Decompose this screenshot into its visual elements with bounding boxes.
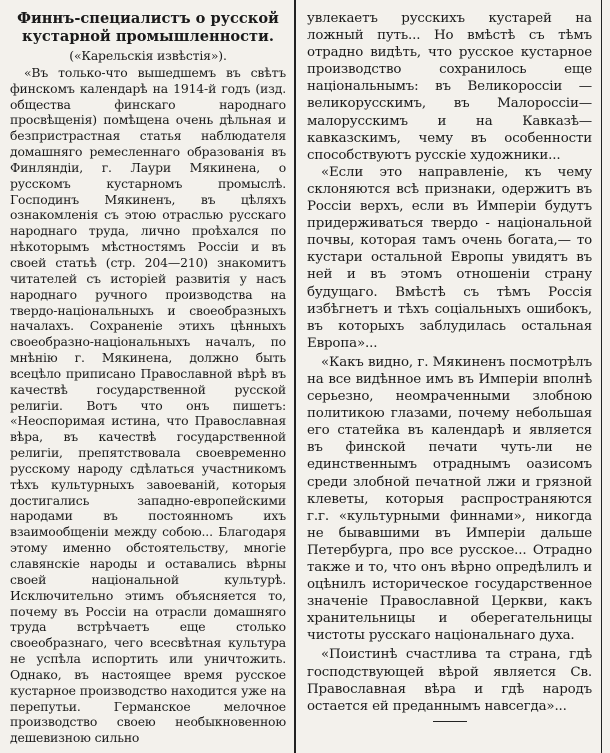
title-line-2: кустарной промышленности.	[22, 28, 274, 45]
title-line-1: Финнъ-специалистъ о русской	[17, 10, 279, 27]
column-divider	[294, 0, 296, 753]
right-continued-paragraph: увлекаетъ русскихъ кустарей на ложный путь... Но вмѣстѣ съ тѣмъ отрадно видѣть, что русское кустарное производство сохранилось еще національнымъ: въ Великороссіи — великорусскимъ, въ Малороссіи—малорусскимъ и на Кавказѣ—кавказскимъ, чему въ особенности способствуютъ русскіе художники...	[307, 11, 592, 163]
right-paragraph-4: «Поистинѣ счастлива та страна, гдѣ господствующей вѣрой является Св. Православная вѣра и гдѣ народъ остается ей преданнымъ навсегда»...	[307, 647, 592, 714]
right-column	[307, 10, 592, 722]
left-column	[10, 10, 286, 746]
article-source: («Карельскія извѣстія»).	[69, 48, 227, 63]
right-paragraph-2: «Если это направленіе, къ чему склоняются всѣ признаки, одержитъ въ Россіи верхъ, если въ Имперіи будутъ придерживаться твердо - національной почвы, которая тамъ очень богата,— то кустари остальной Европы увидятъ въ ней и въ этомъ отношеніи страну будущаго. Вмѣстѣ съ тѣмъ Россія избѣгнетъ и тѣхъ соціальныхъ ошибокъ, въ которыхъ заблудилась остальная Европа»...	[307, 164, 592, 351]
article-title	[10, 10, 286, 46]
right-paragraph-3: «Какъ видно, г. Мякиненъ посмотрѣлъ на все видѣнное имъ въ Имперіи вполнѣ серьезно, неомраченными злобною политикою глазами, почему небольшая его статейка въ календарѣ и является въ финской печати чуть-ли не единственнымъ отраднымъ оазисомъ среди злобной печатной лжи и грязной клеветы, которыя распространяются г.г. «культурными финнами», никогда не бывавшими въ Имперіи дальше Петербурга, про все русское... Отрадно также и то, что онъ вѣрно опредѣлилъ и оцѣнилъ историческое государственное значеніе Православной Церкви, какъ хранительницы и оберегательницы чистоты русскаго національнаго духа.	[307, 354, 592, 644]
right-edge-rule	[601, 0, 602, 753]
end-of-article-rule	[433, 721, 467, 722]
left-body-paragraph: «Въ только-что вышедшемъ въ свѣтъ финскомъ календарѣ на 1914-й годъ (изд. общества финскаго народнаго просвѣщенія) помѣщена очень дѣльная и безпристрастная статья наблюдателя домашняго ремесленнаго образованія въ Финляндіи, г. Лаури Мякинена, о русскомъ кустарномъ промыслѣ. Господинъ Мякиненъ, въ цѣляхъ ознакомленія съ этою отраслью русскаго народнаго труда, лично проѣхался по нѣкоторымъ мѣстностямъ Россіи и въ своей статьѣ (стр. 204—210) знакомитъ читателей съ исторіей развитія у насъ народнаго ручного производства на твердо-національныхъ и своеобразныхъ началахъ. Сохраненіе этихъ цѣнныхъ своеобразно-національныхъ началъ, по мнѣнію г. Мякинена, должно быть всецѣло приписано Православной вѣрѣ въ качествѣ государственной русской религіи. Вотъ что онъ пишетъ: «Неоспоримая истина, что Православная вѣра, въ качествѣ государственной религіи, препятствовала своевременно русскому народу сдѣлаться участникомъ тѣхъ культурныхъ завоеваній, которыя достигались западно-европейскими народами въ постоянномъ ихъ взаимообщеніи между собою... Благодаря этому именно обстоятельству, многіе славянскіе народы и оставались вѣрны своей національной культурѣ. Исключительно этимъ объясняется то, почему въ Россіи на отрасли домашняго труда встрѣчаетъ еще столько своеобразнаго, чего всесвѣтная культура не успѣла испортить или уничтожить. Однако, въ настоящее время русское кустарное производство находится уже на перепутьи. Германское мелочное производство своею необыкновенною дешевизною сильно	[10, 64, 286, 746]
